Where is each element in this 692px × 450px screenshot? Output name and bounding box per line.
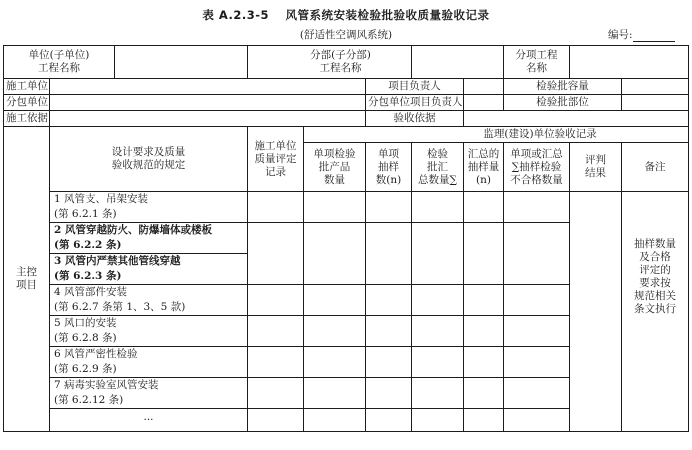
single-sample-qty-line3: 数(n): [375, 173, 402, 186]
batch-total-line1: 检验: [427, 147, 449, 160]
item-requirement: [50, 378, 248, 409]
header-row-project: [4, 46, 689, 79]
sample-total-cell[interactable]: [464, 223, 504, 285]
contractor-eval-cell[interactable]: [248, 285, 304, 316]
item-clause: (第 6.2.12 条): [54, 394, 124, 406]
single-sample-qty-cell[interactable]: [366, 378, 412, 409]
contractor-eval-cell[interactable]: [248, 316, 304, 347]
unqualified-cell[interactable]: [504, 192, 570, 223]
judgement-cell[interactable]: [570, 192, 622, 432]
single-sample-qty-cell[interactable]: [366, 347, 412, 378]
unqualified-line3: 不合格数量: [510, 173, 563, 186]
item-title: 3 风管内严禁其他管线穿越: [54, 255, 181, 267]
item-clause: (第 6.2.1 条): [54, 208, 117, 220]
single-sample-qty-cell[interactable]: [366, 409, 412, 432]
judgement-line1: 评判: [585, 154, 607, 166]
cell-subitem-project: [504, 46, 570, 79]
unqualified-line1: 单项或汇总: [510, 147, 563, 160]
item-title: 6 风管严密性检验: [54, 348, 138, 360]
single-sample-qty-line1: 单项: [378, 147, 400, 160]
col-header-single-batch-qty: [304, 143, 366, 192]
item-requirement: [50, 316, 248, 347]
single-sample-qty-cell[interactable]: [366, 316, 412, 347]
item-requirement: [50, 254, 248, 285]
item-clause: (第 6.2.9 条): [54, 363, 117, 375]
single-batch-qty-line3: 数量: [324, 173, 345, 186]
col-header-sample-total: [464, 143, 504, 192]
item-clause: (第 6.2.2 条): [54, 239, 122, 251]
contractor-eval-cell[interactable]: [248, 378, 304, 409]
unqualified-cell[interactable]: [504, 285, 570, 316]
division-project-label-1: 分部(子分部): [310, 49, 371, 61]
column-group-row: [4, 127, 689, 143]
division-project-value[interactable]: [412, 46, 504, 79]
single-sample-qty-line2: 抽样: [378, 160, 400, 173]
requirements-header-line2: 验收规范的规定: [111, 159, 186, 171]
division-project-label-2: 工程名称: [319, 62, 362, 74]
item-requirement: [50, 285, 248, 316]
sample-total-cell[interactable]: [464, 285, 504, 316]
remarks-line: 及合格: [639, 250, 671, 263]
cell-unit-project: [4, 46, 248, 79]
batch-total-cell[interactable]: [412, 285, 464, 316]
subcontractor-manager-label: 分包单位项目负责人: [366, 95, 464, 111]
remarks-line: 要求按: [639, 276, 671, 289]
category-label-1: 主控: [16, 266, 37, 278]
batch-total-line2: 批汇: [427, 160, 449, 173]
subcontractor-value[interactable]: [50, 95, 366, 111]
col-header-single-sample-qty: [366, 143, 412, 192]
batch-total-line3: 总数量∑: [418, 173, 458, 186]
single-sample-qty-cell[interactable]: [366, 285, 412, 316]
unqualified-cell[interactable]: [504, 409, 570, 432]
doc-number-label: 编号:: [608, 29, 633, 41]
unqualified-cell[interactable]: [504, 347, 570, 378]
subitem-project-label-2: 名称: [526, 62, 548, 74]
header-row-subcontract: [4, 95, 689, 111]
col-header-contractor-eval: [248, 127, 304, 192]
construction-basis-label: 施工依据: [4, 111, 50, 127]
header-row-basis: [4, 111, 689, 127]
single-batch-qty-cell[interactable]: [304, 285, 366, 316]
category-main-control: [4, 127, 50, 432]
batch-location-label: 检验批部位: [504, 95, 622, 111]
item-requirement: [50, 192, 248, 223]
sample-total-cell[interactable]: [464, 316, 504, 347]
ellipsis-cell: ···: [50, 409, 248, 432]
form-title: 表 A.2.3-5 风管系统安装检验批验收质量验收记录: [202, 8, 490, 22]
item-requirement: [50, 347, 248, 378]
remarks-cell: [622, 192, 689, 432]
remarks-line: 评定的: [639, 263, 671, 276]
contractor-eval-line3: 记录: [265, 165, 286, 178]
single-batch-qty-cell[interactable]: [304, 316, 366, 347]
single-batch-qty-cell[interactable]: [304, 409, 366, 432]
single-batch-qty-cell[interactable]: [304, 378, 366, 409]
single-batch-qty-line1: 单项检验: [313, 147, 356, 160]
col-header-remarks: 备注: [622, 143, 689, 192]
single-batch-qty-cell[interactable]: [304, 347, 366, 378]
sample-total-line1: 汇总的: [467, 147, 500, 160]
supervision-group-header: 监理(建设)单位验收记录: [304, 127, 689, 143]
subitem-project-value[interactable]: [570, 46, 689, 79]
form-subtitle: (舒适性空调风系统): [299, 29, 393, 41]
header-row-construction: [4, 79, 689, 95]
cell-division-project: [248, 46, 412, 79]
single-sample-qty-cell[interactable]: [366, 223, 412, 285]
item-clause: (第 6.2.3 条): [54, 270, 122, 282]
acceptance-form-table: [3, 45, 689, 432]
title-row: [0, 5, 692, 25]
item-clause: (第 6.2.7 条第 1、3、5 款): [54, 301, 186, 313]
item-requirement: [50, 223, 248, 254]
item-title: 7 病毒实验室风管安装: [54, 379, 159, 391]
subcontractor-label: 分包单位: [4, 95, 50, 111]
subcontractor-manager-value[interactable]: [464, 95, 504, 111]
col-header-batch-total: [412, 143, 464, 192]
col-header-judgement: [570, 143, 622, 192]
single-batch-qty-cell[interactable]: [304, 192, 366, 223]
batch-total-cell[interactable]: [412, 192, 464, 223]
category-label-2: 项目: [16, 279, 37, 291]
unqualified-cell[interactable]: [504, 378, 570, 409]
batch-total-cell[interactable]: [412, 316, 464, 347]
contractor-eval-cell[interactable]: [248, 409, 304, 432]
col-header-unqualified: [504, 143, 570, 192]
col-header-requirements: [50, 127, 248, 192]
batch-total-cell[interactable]: [412, 223, 464, 285]
item-title: 1 风管支、吊架安装: [54, 193, 149, 205]
project-manager-value[interactable]: [464, 79, 504, 95]
batch-capacity-label: 检验批容量: [504, 79, 622, 95]
contractor-eval-cell[interactable]: [248, 192, 304, 223]
acceptance-basis-value[interactable]: [464, 111, 689, 127]
batch-total-cell[interactable]: [412, 378, 464, 409]
sample-total-cell[interactable]: [464, 347, 504, 378]
item-clause: (第 6.2.8 条): [54, 332, 117, 344]
batch-capacity-value[interactable]: [622, 79, 689, 95]
construction-unit-value[interactable]: [50, 79, 366, 95]
batch-total-cell[interactable]: [412, 347, 464, 378]
sample-total-line3: (n): [476, 173, 492, 186]
judgement-line2: 结果: [585, 167, 607, 179]
remarks-line: 规范相关: [634, 289, 677, 302]
item-row: [4, 192, 689, 223]
sample-total-cell[interactable]: [464, 378, 504, 409]
item-title: 4 风管部件安装: [54, 286, 128, 298]
single-batch-qty-line2: 批产品: [318, 160, 351, 173]
subitem-project-label-1: 分项工程: [515, 49, 558, 61]
single-sample-qty-cell[interactable]: [366, 192, 412, 223]
doc-number: [608, 27, 675, 42]
contractor-eval-cell[interactable]: [248, 347, 304, 378]
unqualified-cell[interactable]: [504, 223, 570, 285]
contractor-eval-cell[interactable]: [248, 223, 304, 285]
remarks-line: 条文执行: [634, 302, 677, 315]
unqualified-line2: ∑抽样检验: [511, 160, 562, 173]
unit-project-label-1: 单位(子单位): [28, 49, 90, 61]
sample-total-cell[interactable]: [464, 409, 504, 432]
construction-unit-label: 施工单位: [4, 79, 50, 95]
sample-total-cell[interactable]: [464, 192, 504, 223]
sample-total-line2: 抽样量: [467, 160, 500, 173]
requirements-header-line1: 设计要求及质量: [111, 146, 186, 158]
unqualified-cell[interactable]: [504, 316, 570, 347]
contractor-eval-line2: 质量评定: [254, 152, 297, 165]
batch-location-value[interactable]: [622, 95, 689, 111]
acceptance-basis-label: 验收依据: [366, 111, 464, 127]
item-title: 5 风口的安装: [54, 317, 117, 329]
unit-project-label-2: 工程名称: [38, 62, 80, 74]
item-title: 2 风管穿越防火、防爆墙体或楼板: [54, 224, 212, 236]
construction-basis-value[interactable]: [50, 111, 366, 127]
contractor-eval-line1: 施工单位: [254, 139, 297, 152]
batch-total-cell[interactable]: [412, 409, 464, 432]
single-batch-qty-cell[interactable]: [304, 223, 366, 285]
doc-number-blank: [633, 30, 675, 42]
project-manager-label: 项目负责人: [366, 79, 464, 95]
unit-project-value[interactable]: [115, 46, 247, 78]
remarks-line: 抽样数量: [634, 237, 677, 250]
